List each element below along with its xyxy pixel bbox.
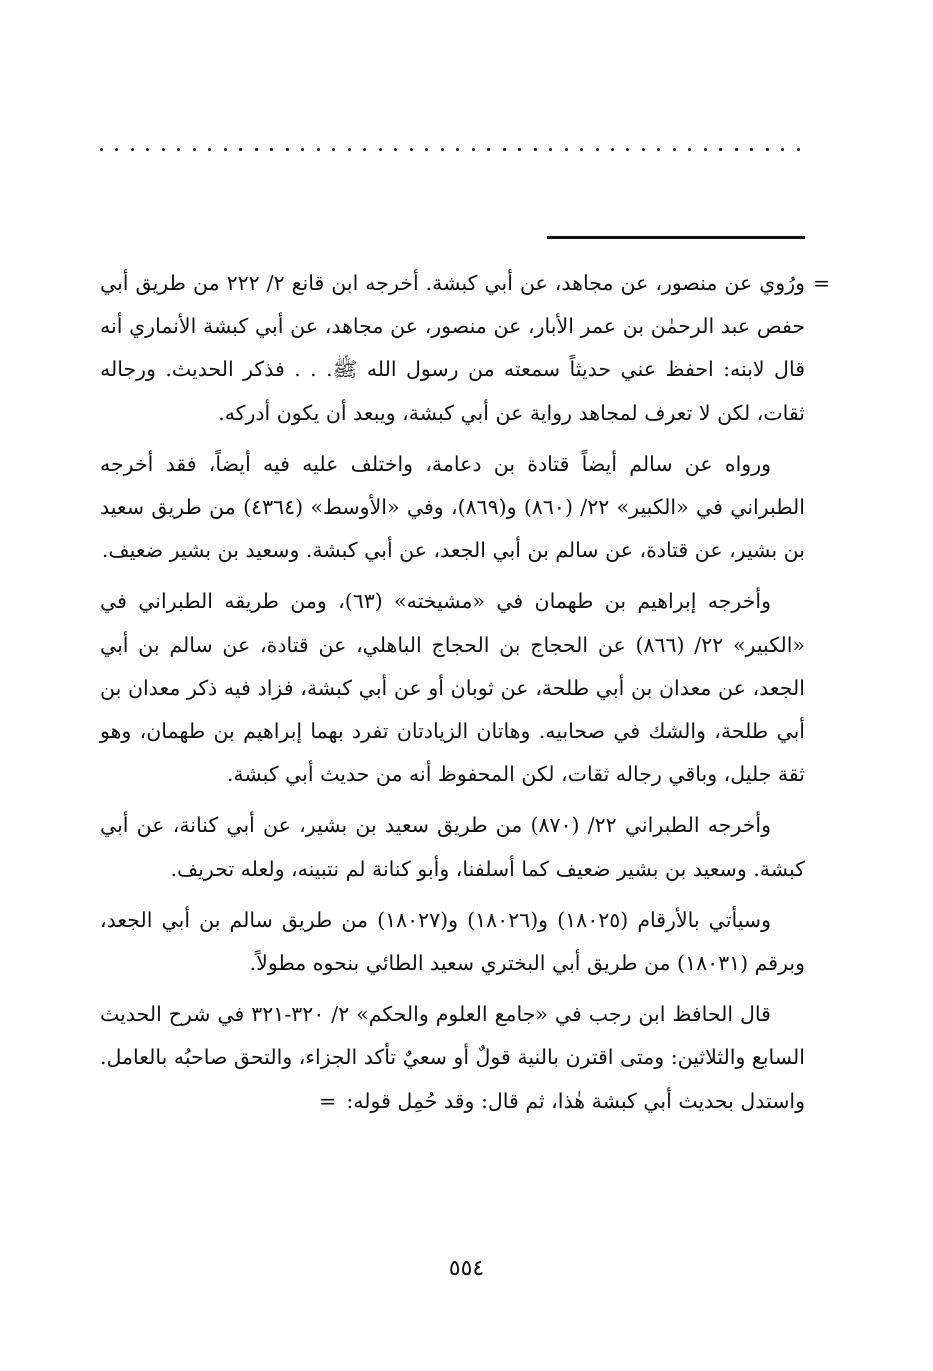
separator-dot [131, 148, 134, 151]
separator-dot [704, 148, 707, 151]
separator-dot [673, 148, 676, 151]
separator-dot [750, 148, 753, 151]
separator-dot [626, 148, 629, 151]
separator-dot [611, 148, 614, 151]
separator-dot [456, 148, 459, 151]
footnote-paragraph: وأخرجه إبراهيم بن طهمان في «مشيخته» (٦٣)، ومن طريقه الطبراني في «الكبير» ٢٢/ (٨٦٦) عن الحجاج بن الحجاج الباهلي، عن قتادة، عن سالم بن أبي الجعد، عن معدان بن أبي طلحة، عن ثوبان أو عن أبي كبشة، فزاد فيه ذكر معدان بن أبي طلحة، والشك في صحابيه. وهاتان الزيادتان تفرد بهما إبراهيم بن طهمان، وهو ثقة جليل، وباقي رجاله ثقات، لكن المحفوظ أنه من حديث أبي كبشة. [100, 589, 806, 787]
separator-dot [472, 148, 475, 151]
separator-dot [642, 148, 645, 151]
separator-dot [193, 148, 196, 151]
separator-dot [518, 148, 521, 151]
separator-dot [332, 148, 335, 151]
separator-dot [270, 148, 273, 151]
separator-dot [781, 148, 784, 151]
separator-dot [596, 148, 599, 151]
separator-dot [115, 148, 118, 151]
separator-dot [410, 148, 413, 151]
separator-dot [162, 148, 165, 151]
separator-dot [177, 148, 180, 151]
separator-dot [100, 148, 103, 151]
separator-dot [379, 148, 382, 151]
separator-dot [534, 148, 537, 151]
separator-dot [549, 148, 552, 151]
footnote-paragraph: وأخرجه الطبراني ٢٢/ (٨٧٠) من طريق سعيد بن بشير، عن أبي كنانة، عن أبي كبشة. وسعيد بن بشير ضعيف كما أسلفنا، وأبو كنانة لم نتبينه، ولعله تحريف. [100, 813, 805, 881]
separator-dot [688, 148, 691, 151]
separator-dot [719, 148, 722, 151]
dotted-separator [100, 137, 800, 161]
footnote-paragraph: =ورُوي عن منصور، عن مجاهد، عن أبي كبشة. أخرجه ابن قانع ٢/ ٢٢٢ من طريق أبي حفص عبد الرحمٰن بن عمر الأبار، عن منصور، عن مجاهد، عن أبي كبشة الأنماري أنه قال لابنه: احفظ عني حديثاً سمعته من رسول الله ﷺ. . . فذكر الحديث. ورجاله ثقات، لكن لا تعرف لمجاهد رواية عن أبي كبشة، ويبعد أن يكون أدركه. [100, 271, 830, 425]
page-number: ٥٥٤ [448, 1256, 485, 1281]
separator-dot [441, 148, 444, 151]
footnote-paragraph [100, 993, 805, 1123]
footnote-paragraph: ورواه عن سالم أيضاً قتادة بن دعامة، واختلف عليه فيه أيضاً، فقد أخرجه الطبراني في «الكبير» ٢٢/ (٨٦٠) و(٨٦٩)، وفي «الأوسط» (٤٣٦٤) من طريق سعيد بن بشير، عن قتادة، عن سالم بن أبي الجعد، عن أبي كبشة. وسعيد بن بشير ضعيف. [100, 451, 805, 563]
separator-dot [317, 148, 320, 151]
separator-dot [224, 148, 227, 151]
separator-dot [239, 148, 242, 151]
footnote-rule [547, 236, 805, 239]
separator-dot [565, 148, 568, 151]
footnotes-section [100, 262, 830, 1131]
separator-dot [208, 148, 211, 151]
separator-dot [580, 148, 583, 151]
separator-dot [286, 148, 289, 151]
separator-dot [363, 148, 366, 151]
separator-dot [348, 148, 351, 151]
paragraph-text: قال الحافظ ابن رجب في «جامع العلوم والحكم» ٢/ ٣٢٠-٣٢١ في شرح الحديث السابع والثلاثين: ومتى اقترن بالنية قولٌ أو سعيٌ تأكد الجزاء، والتحق صاحبُه بالعامل. واستدل بحديث أبي كبشة هٰذا، ثم قال: وقد حُمِل قوله: [100, 1002, 805, 1113]
separator-dot [425, 148, 428, 151]
separator-dot [766, 148, 769, 151]
separator-dot [735, 148, 738, 151]
continuation-mark-end: = [319, 1088, 337, 1113]
separator-dot [146, 148, 149, 151]
separator-dot [394, 148, 397, 151]
separator-dot [301, 148, 304, 151]
separator-dot [255, 148, 258, 151]
separator-dot [503, 148, 506, 151]
separator-dot [657, 148, 660, 151]
separator-dot [797, 148, 800, 151]
footnote-paragraph: وسيأتي بالأرقام (١٨٠٢٥) و(١٨٠٢٦) و(١٨٠٢٧) من طريق سالم بن أبي الجعد، وبرقم (١٨٠٣١) من طريق أبي البختري سعيد الطائي بنحوه مطولاً. [100, 907, 805, 976]
paragraph-text: ورُوي عن منصور، عن مجاهد، عن أبي كبشة. أخرجه ابن قانع ٢/ ٢٢٢ من طريق أبي حفص عبد الرحمٰن بن عمر الأبار، عن منصور، عن مجاهد، عن أبي كبشة الأنماري أنه قال لابنه: احفظ عني حديثاً سمعته من رسول الله ﷺ. . . فذكر الحديث. ورجاله ثقات، لكن لا تعرف لمجاهد رواية عن أبي كبشة، ويبعد أن يكون أدركه. [100, 271, 805, 425]
separator-dot [487, 148, 490, 151]
